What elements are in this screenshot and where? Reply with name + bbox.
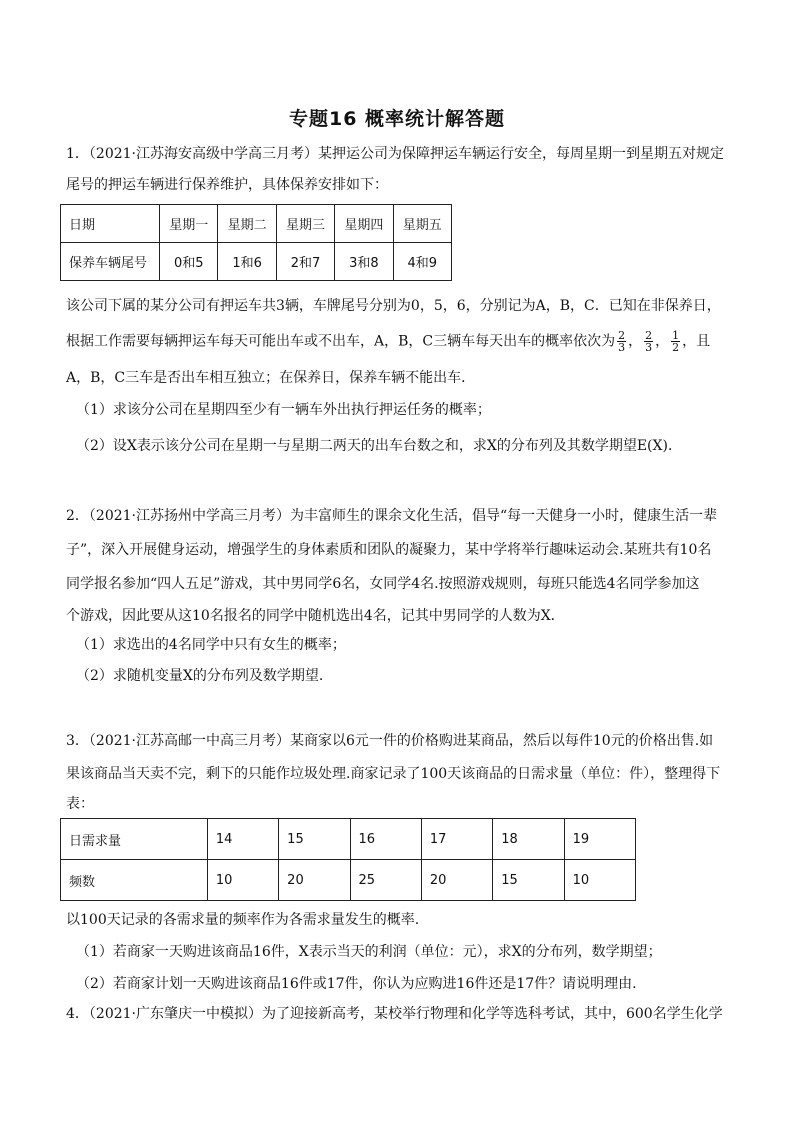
- q3-line-1: 3．（2021·江苏高邮一中高三月考）某商家以6元一件的价格购进某商品，然后以每件10元的价格出售.如: [66, 733, 714, 749]
- page-title: 专题16 概率统计解答题: [288, 108, 506, 130]
- q1-sub-2: （2）设X表示该分公司在星期一与星期二两天的出车台数之和，求X的分布列及其数学期望E(X)．: [76, 438, 682, 454]
- fraction-denominator: 3: [618, 341, 626, 354]
- q3-line-2: 果该商品当天卖不完，剩下的只能作垃圾处理.商家记录了100天该商品的日需求量（单位：件），整理得下: [66, 766, 721, 782]
- fraction-two-thirds: [617, 330, 626, 353]
- q3-sub-2: （2）若商家计划一天购进该商品16件或17件，你认为应购进16件还是17件？请说明理由.: [76, 976, 637, 992]
- table-cell: 日期: [61, 205, 160, 243]
- daily-demand-table: [60, 818, 636, 901]
- q1-line-5: A，B，C三车是否出车相互独立；在保养日，保养车辆不能出车．: [66, 370, 476, 386]
- fraction-denominator: 2: [672, 341, 680, 354]
- fraction-denominator: 3: [645, 341, 653, 354]
- table-cell: 4和9: [393, 243, 451, 281]
- q1-sub-1: （1）求该分公司在星期四至少有一辆车外出执行押运任务的概率；: [76, 402, 491, 418]
- table-cell: 25: [350, 860, 421, 901]
- table-cell: 0和5: [160, 243, 218, 281]
- table-cell: 19: [564, 819, 635, 860]
- q2-sub-1: （1）求选出的4名同学中只有女生的概率；: [76, 637, 346, 653]
- table-cell: 1和6: [218, 243, 276, 281]
- table-cell: 10: [207, 860, 278, 901]
- q1-line-4-text: 根据工作需要每辆押运车每天可能出车或不出车，A，B，C三辆车每天出车的概率依次为: [66, 333, 616, 350]
- q1-line-2: 尾号的押运车辆进行保养维护，具体保养安排如下：: [66, 177, 388, 193]
- q4-line-1: 4．（2021·广东肇庆一中模拟）为了迎接新高考，某校举行物理和化学等选科考试，其中，600名学生化学: [66, 1006, 723, 1022]
- q2-sub-2: （2）求随机变量X的分布列及数学期望.: [76, 668, 324, 684]
- table-cell: 18: [493, 819, 564, 860]
- table-cell: 星期五: [393, 205, 451, 243]
- fraction-numerator: 2: [618, 329, 626, 342]
- table-row: [61, 819, 636, 860]
- q3-sub-1: （1）若商家一天购进该商品16件，X表示当天的利润（单位：元），求X的分布列，数学期望；: [76, 944, 662, 960]
- table-row: [61, 205, 452, 243]
- table-cell: 日需求量: [61, 819, 208, 860]
- table-cell: 20: [421, 860, 492, 901]
- table-cell: 15: [279, 819, 350, 860]
- q3-line-4: 以100天记录的各需求量的频率作为各需求量发生的概率.: [66, 912, 420, 928]
- table-cell: 星期二: [218, 205, 276, 243]
- table-row: [61, 243, 452, 281]
- q3-line-3: 表：: [66, 796, 94, 812]
- q1-line-4: [66, 330, 710, 353]
- fraction-numerator: 1: [672, 329, 680, 342]
- separator: ，: [655, 333, 670, 350]
- table-row: [61, 860, 636, 901]
- table-cell: 14: [207, 819, 278, 860]
- q1-line-4-end: ，且: [682, 333, 711, 350]
- table-cell: 频数: [61, 860, 208, 901]
- table-cell: 16: [350, 819, 421, 860]
- table-cell: 15: [493, 860, 564, 901]
- table-cell: 10: [564, 860, 635, 901]
- fraction-one-half: [671, 330, 680, 353]
- maintenance-schedule-table: [60, 204, 452, 281]
- table-cell: 星期一: [160, 205, 218, 243]
- table-cell: 3和8: [335, 243, 393, 281]
- q1-line-1: 1．（2021·江苏海安高级中学高三月考）某押运公司为保障押运车辆运行安全，每周星期一到星期五对规定: [66, 146, 724, 162]
- table-cell: 星期四: [335, 205, 393, 243]
- q1-line-3: 该公司下属的某分公司有押运车共3辆，车牌尾号分别为0，5，6，分别记为A，B，C．已知在非保养日，: [66, 298, 721, 314]
- q2-line-2: 子”，深入开展健身运动，增强学生的身体素质和团队的凝聚力，某中学将举行趣味运动会.某班共有10名: [66, 542, 712, 558]
- q2-line-4: 个游戏，因此要从这10名报名的同学中随机选出4名，记其中男同学的人数为X．: [66, 608, 565, 624]
- separator: ，: [628, 333, 643, 350]
- table-cell: 保养车辆尾号: [61, 243, 160, 281]
- q2-line-3: 同学报名参加“四人五足”游戏，其中男同学6名，女同学4名.按照游戏规则，每班只能选4名同学参加这: [66, 576, 700, 592]
- fraction-two-thirds: [644, 330, 653, 353]
- table-cell: 星期三: [276, 205, 334, 243]
- table-cell: 20: [279, 860, 350, 901]
- table-cell: 17: [421, 819, 492, 860]
- q2-line-1: 2．（2021·江苏扬州中学高三月考）为丰富师生的课余文化生活，倡导“每一天健身一小时，健康生活一辈: [66, 508, 718, 524]
- table-cell: 2和7: [276, 243, 334, 281]
- fraction-numerator: 2: [645, 329, 653, 342]
